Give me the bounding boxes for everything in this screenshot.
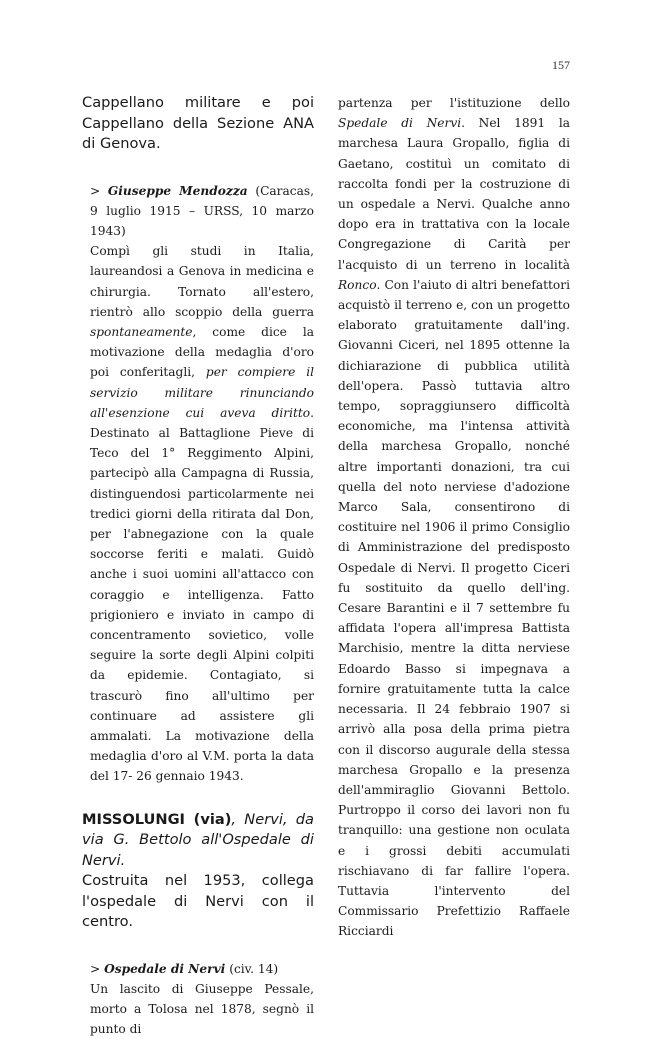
street-description: Costruita nel 1953, collega l'ospedale di Nervi con il centro.: [82, 872, 314, 931]
entry-marker: >: [90, 183, 108, 198]
entry-heading: [90, 959, 314, 979]
continued-heading: Cappellano militare e poi Cappellano della Sezione ANA di Genova.: [82, 94, 314, 152]
body-text: . Con l'aiuto di altri benefattori acquistò il terreno e, con un progetto elaborato gratuitamente dall'ing. Giovanni Ciceri, nel 1895 ottenne la dichiarazione di pubblica utilità dell'opera. Passò tuttavia altro tempo, sopraggiunsero difficoltà economiche, ma l'intensa attività della marchesa Gropallo, nonché altre importanti donazioni, tra cui quella del noto nerviese d'adozione Marco Sala, consentirono di costituire nel 1906 il primo Consiglio di Amministrazione del predisposto Ospedale di Nervi. Il progetto Ciceri fu sostituito da quello dell'ing. Cesare Barantini e il 7 settembre fu affidata l'opera all'impresa Battista Marchisio, mentre la ditta nerviese Edoardo Basso si impegnava a fornire gratuitamente tutta la calce necessaria. Il 24 febbraio 1907 si arrivò alla posa della prima pietra con il discorso augurale della stessa marchesa Gropallo e la presenza dell'ammiraglio Giovanni Bettolo. Purtroppo il corso dei lavori non fu tranquillo: una gestione non oculata e i grossi debiti accumulati rischiavano di far fallire l'opera. Tuttavia l'intervento del Commissario Prefettizio Raffaele Ricciardi: [338, 277, 570, 939]
entry-body: Un lascito di Giuseppe Pessale, morto a Tolosa nel 1878, segnò il punto di: [90, 981, 314, 1037]
entry-details: (Caracas, 9 luglio 1915 – URSS, 10 marzo 1943): [90, 183, 314, 238]
entry-ospedale-di-nervi: [82, 959, 314, 1039]
right-column: [338, 93, 570, 942]
entry-giuseppe-mendozza: [82, 181, 314, 787]
body-italic: per compiere il servizio militare rinunciando all'esenzione cui aveva diritto: [90, 365, 314, 420]
entry-body: [90, 241, 314, 786]
body-italic: Spedale di Nervi: [338, 116, 462, 131]
street-heading: [82, 810, 314, 872]
body-text: , come dice la motivazione della medaglia d'oro poi conferitagli,: [90, 324, 314, 380]
left-column: [82, 93, 314, 1039]
body-text: partenza per l'istituzione dello: [338, 96, 570, 110]
body-text: . Destinato al Battaglione Pieve di Teco del 1° Reggimento Alpini, partecipò alla Campagna di Russia, distinguendosi particolarmente nei tredici giorni della ritirata dal Don, per l'abnegazione con la quale soccorse feriti e malati. Guidò anche i suoi uomini all'attacco con coraggio e intelligenza. Fatto prigioniero e inviato in campo di concentramento sovietico, volle seguire la sorte degli Alpini colpiti da epidemie. Contagiato, si trascurò fino all'ultimo per continuare ad assistere gli ammalati. La motivazione della medaglia d'oro al V.M. porta la data del 17- 26 gennaio 1943.: [90, 405, 314, 784]
body-text: . Nel 1891 la marchesa Laura Gropallo, figlia di Gaetano, costituì un comitato di raccolta fondi per la costruzione di un ospedale a Nervi. Qualche anno dopo era in trattativa con la locale Congregazione di Carità per l'acquisto di un terreno in località: [338, 116, 570, 272]
street-location: , Nervi, da via G. Bettolo all'Ospedale di Nervi.: [82, 810, 314, 869]
body-text: Compì gli studi in Italia, laureandosi a Genova in medicina e chirurgia. Tornato all'estero, rientrò allo scoppio della guerra: [90, 244, 314, 319]
right-body: [338, 93, 570, 942]
page-number: 157: [552, 58, 570, 72]
entry-heading: [90, 181, 314, 242]
entry-name: Giuseppe Mendozza: [107, 183, 248, 198]
entry-name: Ospedale di Nervi: [104, 961, 226, 976]
entry-details: (civ. 14): [225, 961, 279, 976]
body-italic: spontaneamente: [90, 324, 193, 339]
body-italic: Ronco: [338, 277, 377, 292]
street-name: MISSOLUNGI (via): [82, 810, 232, 828]
entry-marker: >: [90, 961, 105, 976]
